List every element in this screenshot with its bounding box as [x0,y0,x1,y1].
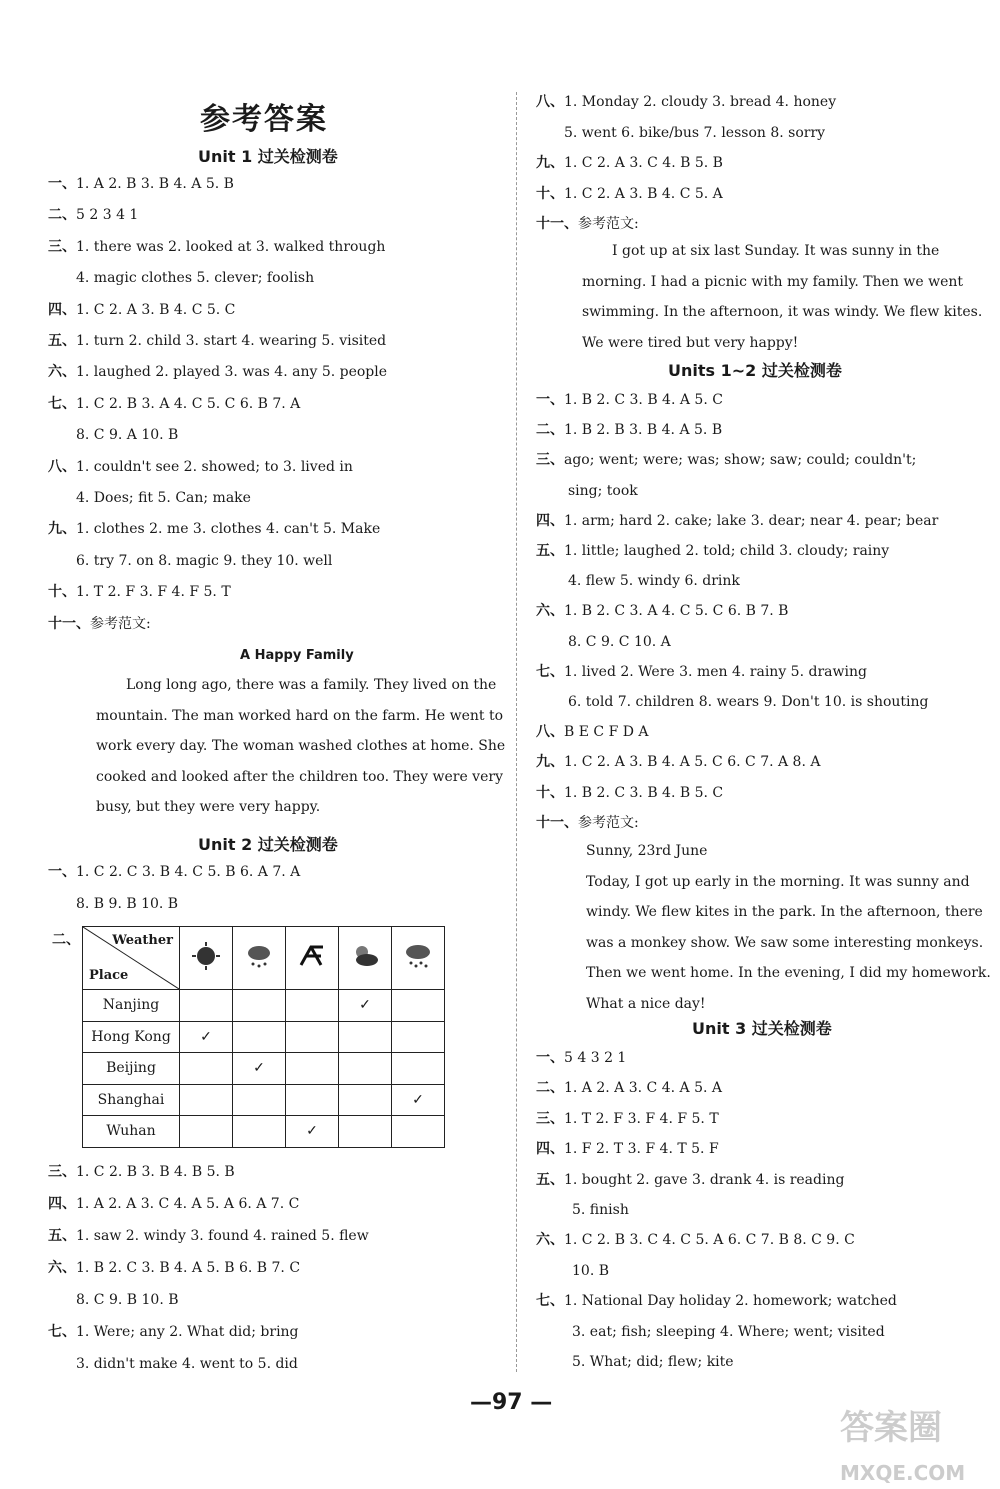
answer-text: 8. C 9. A 10. B [76,427,179,444]
question-label: 五、 [536,543,564,559]
question-label: 七、 [536,663,564,680]
answer-line [536,1230,855,1250]
column-divider [516,92,517,1372]
essay-line: was a monkey show. We saw some interesting monkeys. [586,934,984,951]
answer-text: 5. went 6. bike/bus 7. lesson 8. sorry [564,124,826,141]
watermark: 答案圈 MXQE.COM [840,1408,966,1485]
answer-text: 8. B 9. B 10. B [76,896,179,912]
answer-text: 4. Does; fit 5. Can; make [76,490,251,506]
mark-cell: ✓ [180,1021,233,1053]
answer-text: 1. C 2. A 3. B 4. C 5. A [564,185,723,202]
answer-text: 5 4 3 2 1 [564,1050,627,1066]
essay-line: What a nice day! [586,995,706,1012]
answer-text: 6. try 7. on 8. magic 9. they 10. well [76,552,333,569]
answer-text: 1. B 2. C 3. B 4. A 5. B 6. B 7. C [76,1260,301,1276]
answer-text: 1. A 2. A 3. C 4. A 5. A [564,1080,722,1097]
mark-cell [180,990,233,1022]
essay-line: busy, but they were very happy. [96,799,321,815]
place-header: Place [89,968,129,983]
mark-cell [233,1084,286,1116]
question-label: 一、 [536,1050,564,1066]
mark-cell [339,1021,392,1053]
answer-line [76,1354,298,1374]
answer-line [536,450,916,470]
answer-text: 1. C 2. B 3. A 4. C 5. C 6. B 7. A [76,395,301,412]
answer-line [536,601,788,621]
question-label: 五、 [48,1228,76,1244]
question-label: 十一、 [536,814,578,831]
question-label: 一、 [536,392,564,408]
answer-line [48,300,235,320]
answer-text: 1. Monday 2. cloudy 3. bread 4. honey [564,94,837,110]
answer-line [572,1200,629,1220]
mark-cell [286,1053,339,1085]
answer-line [48,1162,235,1182]
answer-text: 1. couldn't see 2. showed; to 3. lived in [76,458,353,475]
answer-text: 3. eat; fish; sleeping 4. Where; went; visited [572,1323,885,1340]
answer-text: 1. laughed 2. played 3. was 4. any 5. people [76,364,388,381]
mark-cell [392,1021,445,1053]
question-label: 十、 [536,784,564,801]
answer-line [568,632,671,652]
question-label: 三、 [536,1110,564,1127]
answer-text: 8. C 9. B 10. B [76,1292,179,1308]
mark-cell [286,1021,339,1053]
answer-line [48,862,300,882]
answer-text: 1. there was 2. looked at 3. walked through [76,238,386,255]
answer-line [48,331,386,351]
unit1-heading: Unit 1 过关检测卷 [198,147,338,166]
answer-line [568,571,740,591]
essay-line: cooked and looked after the children too. They were very [96,768,503,785]
question-label: 八、 [536,94,564,110]
answer-line [536,390,723,410]
answer-line [572,1322,885,1342]
question-label: 二、 [48,207,76,224]
answer-line [48,362,387,382]
place-cell: Nanjing [83,990,180,1022]
answer-text: 1. B 2. C 3. B 4. B 5. C [564,784,724,801]
answer-text: 4. flew 5. windy 6. drink [568,573,740,590]
answer-text: 参考范文: [578,216,639,232]
snowy-icon [392,927,445,990]
question-label: 四、 [536,1141,564,1158]
answer-text: ago; went; were; was; show; saw; could; couldn't; [564,452,917,469]
essay-line: We were tired but very happy! [582,334,799,351]
essay-line: windy. We flew kites in the park. In the afternoon, there [586,904,983,920]
answer-line [536,752,820,772]
mark-cell [286,990,339,1022]
answer-line [536,813,639,833]
answer-line [48,205,138,225]
question-label: 八、 [48,458,76,475]
unit2-heading: Unit 2 过关检测卷 [198,835,338,854]
answer-line [536,662,867,682]
mark-cell: ✓ [233,1053,286,1085]
mark-cell [180,1084,233,1116]
question-label: 五、 [536,1171,564,1188]
answer-text: 1. B 2. B 3. B 4. A 5. B [564,422,723,439]
mark-cell [339,1053,392,1085]
question-label: 六、 [536,1232,564,1249]
question-label: 四、 [48,1196,76,1212]
sunny-icon [180,927,233,990]
answer-text: 1. C 2. A 3. B 4. C 5. C [76,301,236,318]
answer-line [48,237,385,257]
answer-text: 1. C 2. B 3. C 4. C 5. A 6. C 7. B 8. C 9. C [564,1232,855,1249]
answer-text: 1. saw 2. windy 3. found 4. rained 5. flew [76,1228,369,1244]
answer-line [48,394,300,414]
answer-text: 1. little; laughed 2. told; child 3. cloudy; rainy [564,543,890,559]
place-cell: Wuhan [83,1116,180,1148]
essay-line: Long long ago, there was a family. They lived on the [126,677,497,693]
question-label: 十、 [536,185,564,202]
mark-cell: ✓ [339,990,392,1022]
essay-line: morning. I had a picnic with my family. Then we went [582,273,964,290]
answer-line [76,425,178,445]
answer-text: 1. arm; hard 2. cake; lake 3. dear; near 4. pear; bear [564,512,939,529]
essay-line: Today, I got up early in the morning. It was sunny and [586,873,970,890]
answer-line [76,488,251,508]
question-label: 二、 [536,422,564,439]
answer-line [536,1078,722,1098]
place-cell: Shanghai [83,1084,180,1116]
mark-cell [286,1084,339,1116]
answer-line [536,1139,719,1159]
answer-text: 1. T 2. F 3. F 4. F 5. T [76,584,231,601]
answer-line [536,722,649,742]
question-label: 十一、 [48,615,90,632]
answer-line [536,541,889,561]
mark-cell: ✓ [286,1116,339,1148]
place-cell: Hong Kong [83,1021,180,1053]
rainy-icon [233,927,286,990]
table-row [83,1053,445,1085]
answer-text: 1. T 2. F 3. F 4. F 5. T [564,1110,719,1127]
question-label: 十、 [48,584,76,601]
answer-text: 3. didn't make 4. went to 5. did [76,1356,298,1372]
answer-line [48,174,234,194]
units12-heading: Units 1~2 过关检测卷 [668,361,842,380]
answer-line [48,582,231,602]
page-title: 参考答案 [200,102,328,137]
answer-text: 5 2 3 4 1 [76,207,139,224]
windy-icon [286,927,339,990]
question-label: 一、 [48,176,76,192]
question-label: 九、 [536,155,564,171]
answer-text: 1. turn 2. child 3. start 4. wearing 5. visited [76,333,387,349]
answer-line [568,481,638,501]
answer-line [76,1290,179,1310]
answer-line [536,184,723,204]
answer-line [536,1048,626,1068]
answer-line [76,551,332,571]
answer-text: 1. A 2. B 3. B 4. A 5. B [76,176,234,192]
question-label: 三、 [48,238,76,255]
answer-text: 1. F 2. T 3. F 4. T 5. F [564,1141,719,1158]
answer-line [48,1194,299,1214]
answer-text: 1. B 2. C 3. A 4. C 5. C 6. B 7. B [564,603,789,620]
mark-cell: ✓ [392,1084,445,1116]
unit3-heading: Unit 3 过关检测卷 [692,1019,832,1038]
mark-cell [392,1053,445,1085]
essay-line: I got up at six last Sunday. It was sunny in the [612,243,940,259]
answer-line [48,1322,299,1342]
answer-line [572,1261,609,1281]
answer-text: 5. What; did; flew; kite [572,1354,734,1370]
essay-line: Sunny, 23rd June [586,843,708,859]
question-label: 六、 [536,603,564,620]
answer-text: 6. told 7. children 8. wears 9. Don't 10. is shouting [568,694,929,710]
mark-cell [392,990,445,1022]
question-label: 七、 [536,1293,564,1310]
answer-line [568,692,929,712]
answer-text: 1. A 2. A 3. C 4. A 5. A 6. A 7. C [76,1196,300,1212]
mark-cell [339,1084,392,1116]
answer-text: 10. B [572,1262,610,1279]
essay-line: swimming. In the afternoon, it was windy. We flew kites. [582,304,983,320]
essay-line: Then we went home. In the evening, I did my homework. [586,965,991,981]
answer-text: 1. bought 2. gave 3. drank 4. is reading [564,1171,845,1188]
essay-line: mountain. The man worked hard on the farm. He went to [96,707,504,724]
answer-text: 参考范文: [578,814,639,831]
question-label: 七、 [48,1324,76,1340]
answer-line [536,1109,719,1129]
mark-cell [180,1116,233,1148]
answer-line [48,519,380,539]
answer-line [536,92,836,112]
answer-line [536,153,723,173]
mark-cell [233,1021,286,1053]
question-label: 七、 [48,395,76,412]
answer-text: 1. lived 2. Were 3. men 4. rainy 5. drawing [564,663,867,680]
answer-text: 参考范文: [90,615,151,632]
answer-line [536,783,723,803]
question-label: 五、 [48,333,76,349]
question-label: 三、 [48,1164,76,1180]
mark-cell [233,990,286,1022]
answer-line [48,1226,369,1246]
answer-text: 4. magic clothes 5. clever; foolish [76,270,315,287]
answer-line [536,1291,897,1311]
answer-text: B E C F D A [564,724,649,741]
mark-cell [392,1116,445,1148]
answer-line [48,614,151,634]
answer-text: 1. National Day holiday 2. homework; watched [564,1293,897,1310]
answer-text: 1. C 2. A 3. C 4. B 5. B [564,155,723,171]
answer-text: 1. C 2. A 3. B 4. A 5. C 6. C 7. A 8. A [564,754,821,771]
place-cell: Beijing [83,1053,180,1085]
answer-text: 1. C 2. B 3. B 4. B 5. B [76,1164,235,1180]
table-row [83,1021,445,1053]
table-row [83,990,445,1022]
question-label: 九、 [536,754,564,771]
answer-line [564,123,825,143]
weather-table [82,926,445,1148]
answer-line [536,214,639,234]
answer-line [536,511,938,531]
question-label: 八、 [536,724,564,741]
question-label: 六、 [48,1260,76,1276]
answer-line [48,1258,300,1278]
answer-line [536,1170,844,1190]
answer-line [536,420,722,440]
answer-text: sing; took [568,482,638,499]
answer-line [48,457,353,477]
question-label: 二、 [536,1080,564,1097]
answer-text: 1. C 2. C 3. B 4. C 5. B 6. A 7. A [76,864,301,880]
cloudy-icon [339,927,392,990]
mark-cell [233,1116,286,1148]
answer-text: 5. finish [572,1202,629,1218]
weather-header: Weather [112,933,173,948]
question-label: 一、 [48,864,76,880]
question-label: 四、 [536,512,564,529]
page-number: —97 — [470,1390,553,1415]
question-label: 十一、 [536,216,578,232]
question-label: 三、 [536,452,564,469]
answer-text: 1. Were; any 2. What did; bring [76,1324,299,1340]
answer-line [76,268,314,288]
mark-cell [339,1116,392,1148]
question-label: 九、 [48,521,76,538]
answer-text: 8. C 9. C 10. A [568,633,671,650]
answer-text: 1. clothes 2. me 3. clothes 4. can't 5. Make [76,521,381,538]
table-row [83,1116,445,1148]
question-label: 六、 [48,364,76,381]
table-corner [83,927,180,990]
question-label: 四、 [48,301,76,318]
answer-line [76,894,178,914]
mark-cell [180,1053,233,1085]
answer-line [572,1352,734,1372]
answer-text: 1. B 2. C 3. B 4. A 5. C [564,392,723,408]
table-label: 二、 [52,932,80,948]
essay1-title: A Happy Family [240,648,354,663]
essay-line: work every day. The woman washed clothes at home. She [96,738,506,754]
table-row [83,1084,445,1116]
